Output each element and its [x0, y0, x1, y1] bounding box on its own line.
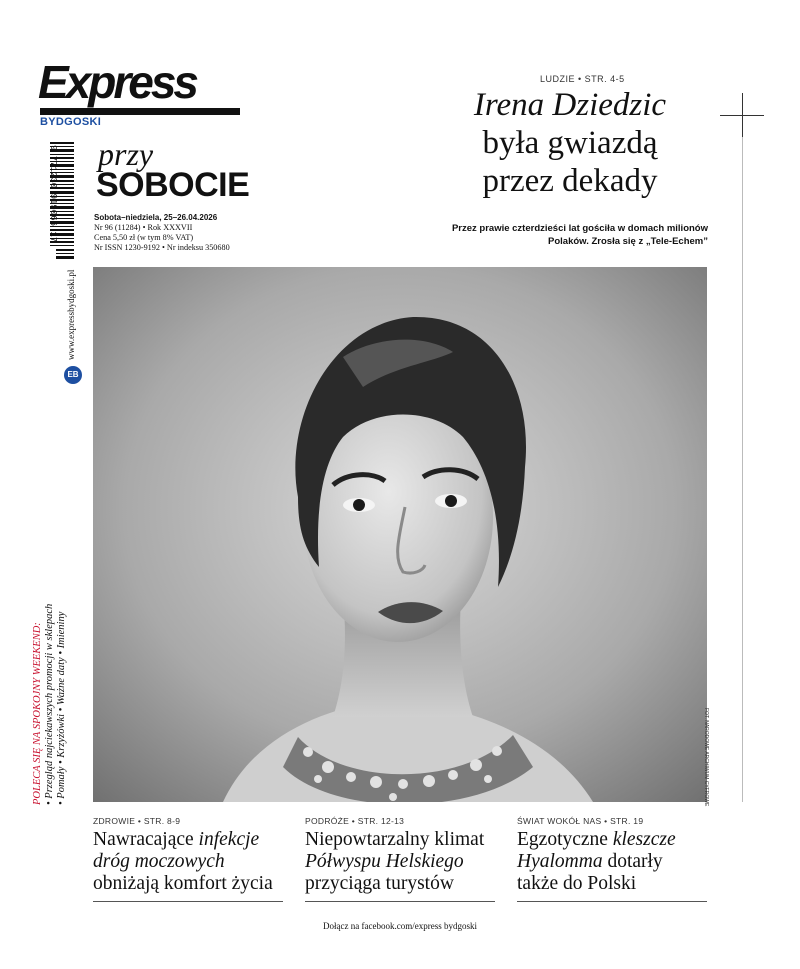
margin-rule [742, 137, 743, 802]
teaser-text: Hyalomma [517, 851, 603, 872]
eb-badge-icon: EB [64, 366, 82, 384]
teaser-text: Niepowtarzalny klimat [305, 829, 485, 850]
issue-issn: Nr ISSN 1230-9192 • Nr indeksu 350680 [94, 243, 230, 252]
logo-text: Express [38, 56, 197, 108]
recommend-line: • Pomały • Krzyżówki • Ważne daty • Imieniny [56, 611, 67, 805]
teaser-headline[interactable] [305, 829, 495, 895]
teaser-text: Nawracające [93, 829, 199, 850]
teaser-health[interactable] [93, 816, 283, 895]
supplement-title: SOBOCIE [96, 166, 250, 204]
teaser-kicker: ŚWIAT WOKÓŁ NAS • STR. 19 [517, 816, 644, 826]
teaser-text: dróg moczowych [93, 851, 225, 872]
issue-info [94, 213, 294, 253]
teaser-rule [305, 901, 495, 902]
lead-sub-line: Polaków. Zrosła się z „Tele-Echem” [548, 236, 708, 247]
recommend-title: POLECA SIĘ NA SPOKOJNY WEEKEND: [32, 622, 43, 805]
teaser-text: infekcje [198, 829, 260, 850]
weekend-recommendations [32, 604, 68, 805]
issue-number: Nr 96 (11284) • Rok XXXVII [94, 223, 193, 232]
city-label: BYDGOSKI [40, 116, 102, 128]
teaser-headline[interactable] [93, 829, 283, 895]
teaser-text: dotarły [602, 851, 663, 872]
lead-headline-line[interactable]: przez dekady [482, 163, 658, 199]
lead-kicker: LUDZIE • STR. 4-5 [540, 74, 625, 84]
lead-headline-line[interactable]: była gwiazdą [482, 125, 658, 161]
teaser-travel[interactable] [305, 816, 495, 895]
issue-date: Sobota–niedziela, 25–26.04.2026 [94, 213, 218, 222]
photo-credit: FOT. NARODOWE ARCHIWUM CYFROWE [703, 708, 709, 807]
teaser-text: Egzotyczne [517, 829, 613, 850]
teaser-headline[interactable] [517, 829, 707, 895]
teaser-kicker: ZDROWIE • STR. 8-9 [93, 816, 181, 826]
website-url[interactable]: www.expressbydgoski.pl [66, 269, 76, 360]
cover-photo [93, 267, 707, 802]
express-logo [38, 56, 243, 120]
teaser-text: obniżają komfort życia [93, 873, 273, 894]
supplement-title-top: przy [98, 136, 154, 172]
teaser-text: także do Polski [517, 873, 637, 894]
teaser-text: przyciąga turystów [305, 873, 454, 894]
crop-mark [742, 93, 743, 137]
teaser-rule [517, 901, 707, 902]
teaser-text: kleszcze [612, 829, 676, 850]
issue-price: Cena 5,50 zł (w tym 8% VAT) [94, 233, 194, 242]
lead-sub-line: Przez prawie czterdzieści lat gościła w domach milionów [451, 223, 708, 234]
logo-underline [40, 108, 240, 115]
teaser-world[interactable] [517, 816, 707, 895]
teaser-kicker: PODRÓŻE • STR. 12-13 [305, 816, 405, 826]
teaser-rule [93, 901, 283, 902]
barcode-digits: 9 771230 919066 17 [48, 145, 58, 243]
lead-subheadline [440, 222, 708, 248]
facebook-footer[interactable]: Dołącz na facebook.com/express bydgoski [323, 921, 477, 931]
lead-headline-name[interactable]: Irena Dziedzic [473, 87, 667, 123]
teaser-text: Półwyspu Helskiego [305, 851, 464, 872]
recommend-line: • Przegląd najciekawszych promocji w sklepach [44, 603, 55, 805]
